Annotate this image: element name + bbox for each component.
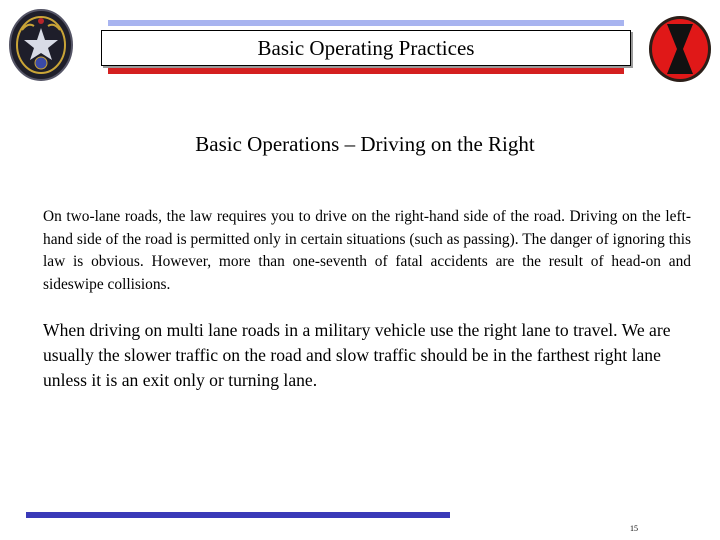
header-top-bar: [108, 20, 624, 26]
slide-title: Basic Operating Practices: [257, 35, 475, 60]
body-paragraph-1: On two-lane roads, the law requires you to drive on the right-hand side of the road. Driving on the left-hand side of the road is permitted only in certain situations (such as passing). The danger of ignoring this law is obvious. However, more than one-seventh of fatal accidents are the result of head-on and sideswipe collisions.: [43, 208, 691, 293]
body-paragraph-2: When driving on multi lane roads in a military vehicle use the right lane to travel. We are usually the slower traffic on the road and slow traffic should be in the farthest right lane unless it is an exit only or turning lane.: [43, 320, 671, 390]
slide-title-box: [101, 30, 631, 66]
hourglass-patch-icon: [647, 14, 713, 84]
footer-bar: [26, 512, 450, 518]
unit-crest-icon: [8, 8, 74, 82]
page-number: 15: [630, 524, 638, 533]
header-bottom-bar: [108, 68, 624, 74]
slide-subtitle: Basic Operations – Driving on the Right: [195, 132, 535, 156]
